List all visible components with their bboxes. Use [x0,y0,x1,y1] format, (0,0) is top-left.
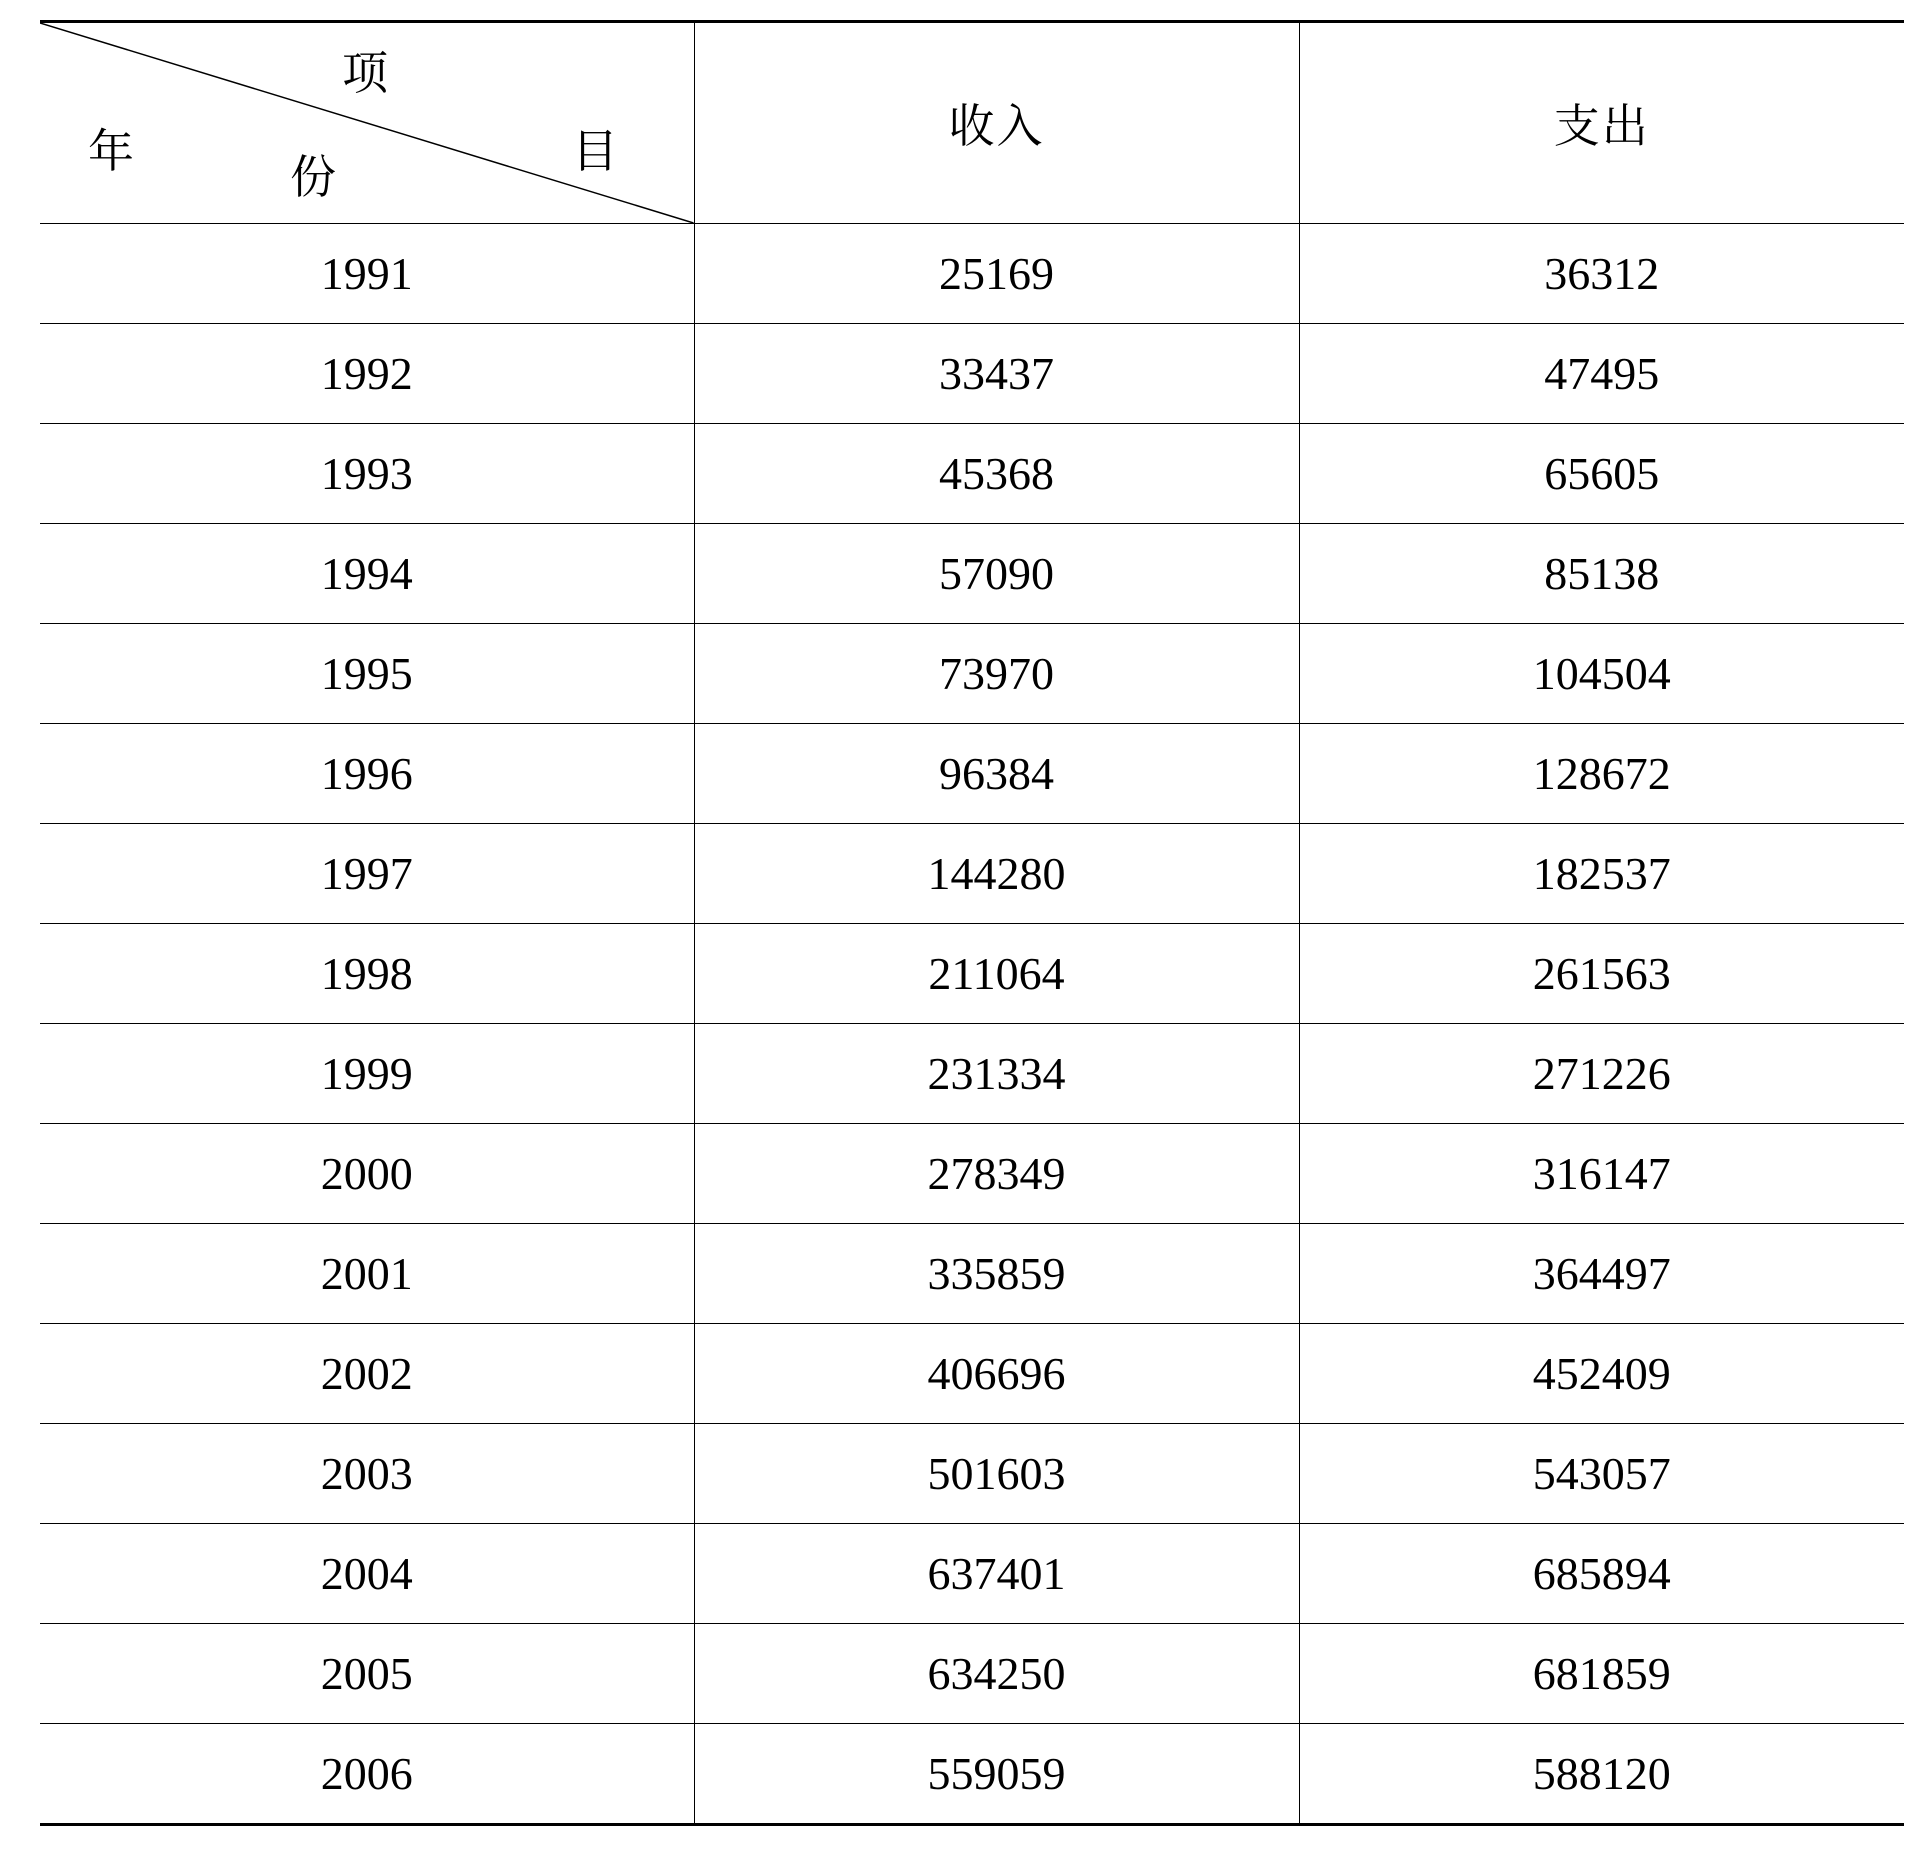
year-cell: 1992 [40,324,694,424]
expense-cell: 182537 [1299,824,1904,924]
table-row [40,324,1904,424]
table-row [40,624,1904,724]
income-cell: 637401 [694,1524,1299,1624]
table-row [40,1424,1904,1524]
income-cell: 73970 [694,624,1299,724]
income-cell: 211064 [694,924,1299,1024]
table-row [40,1724,1904,1825]
income-cell: 33437 [694,324,1299,424]
expense-cell: 104504 [1299,624,1904,724]
year-cell: 1998 [40,924,694,1024]
income-cell: 45368 [694,424,1299,524]
income-cell: 501603 [694,1424,1299,1524]
corner-label-year-bottom: 份 [290,152,336,203]
expense-cell: 47495 [1299,324,1904,424]
expense-cell: 261563 [1299,924,1904,1024]
year-cell: 2001 [40,1224,694,1324]
income-expense-table-container [40,20,1904,1826]
table-row [40,424,1904,524]
year-cell: 2000 [40,1124,694,1224]
year-cell: 2002 [40,1324,694,1424]
year-cell: 2006 [40,1724,694,1825]
year-cell: 1991 [40,224,694,324]
income-cell: 335859 [694,1224,1299,1324]
income-cell: 144280 [694,824,1299,924]
table-row [40,1224,1904,1324]
table-row [40,824,1904,924]
corner-header-cell [40,22,694,224]
expense-cell: 681859 [1299,1624,1904,1724]
table-row [40,224,1904,324]
income-expense-table [40,20,1904,1826]
column-header-expense [1299,22,1904,224]
table-row [40,724,1904,824]
income-cell: 57090 [694,524,1299,624]
expense-cell: 543057 [1299,1424,1904,1524]
corner-label-item-right: 目 [572,126,618,177]
year-cell: 2004 [40,1524,694,1624]
column-header-income [694,22,1299,224]
income-cell: 25169 [694,224,1299,324]
year-cell: 1999 [40,1024,694,1124]
table-header-row [40,22,1904,224]
table-row [40,1324,1904,1424]
income-cell: 278349 [694,1124,1299,1224]
expense-cell: 271226 [1299,1024,1904,1124]
table-row [40,1124,1904,1224]
year-cell: 1996 [40,724,694,824]
year-cell: 1997 [40,824,694,924]
corner-label-item-top: 项 [342,48,388,99]
table-row [40,1524,1904,1624]
expense-cell: 65605 [1299,424,1904,524]
expense-cell: 452409 [1299,1324,1904,1424]
table-row [40,924,1904,1024]
income-cell: 634250 [694,1624,1299,1724]
year-cell: 1995 [40,624,694,724]
expense-cell: 85138 [1299,524,1904,624]
expense-cell: 128672 [1299,724,1904,824]
year-cell: 1994 [40,524,694,624]
expense-cell: 364497 [1299,1224,1904,1324]
table-row [40,524,1904,624]
table-row [40,1624,1904,1724]
year-cell: 2003 [40,1424,694,1524]
income-cell: 96384 [694,724,1299,824]
column-header-expense-label: 支出 [1553,101,1650,152]
expense-cell: 316147 [1299,1124,1904,1224]
year-cell: 1993 [40,424,694,524]
income-cell: 406696 [694,1324,1299,1424]
year-cell: 2005 [40,1624,694,1724]
corner-label-year-left: 年 [88,126,134,177]
expense-cell: 685894 [1299,1524,1904,1624]
table-body [40,224,1904,1825]
expense-cell: 588120 [1299,1724,1904,1825]
table-row [40,1024,1904,1124]
income-cell: 231334 [694,1024,1299,1124]
column-header-income-label: 收入 [948,101,1045,152]
income-cell: 559059 [694,1724,1299,1825]
expense-cell: 36312 [1299,224,1904,324]
